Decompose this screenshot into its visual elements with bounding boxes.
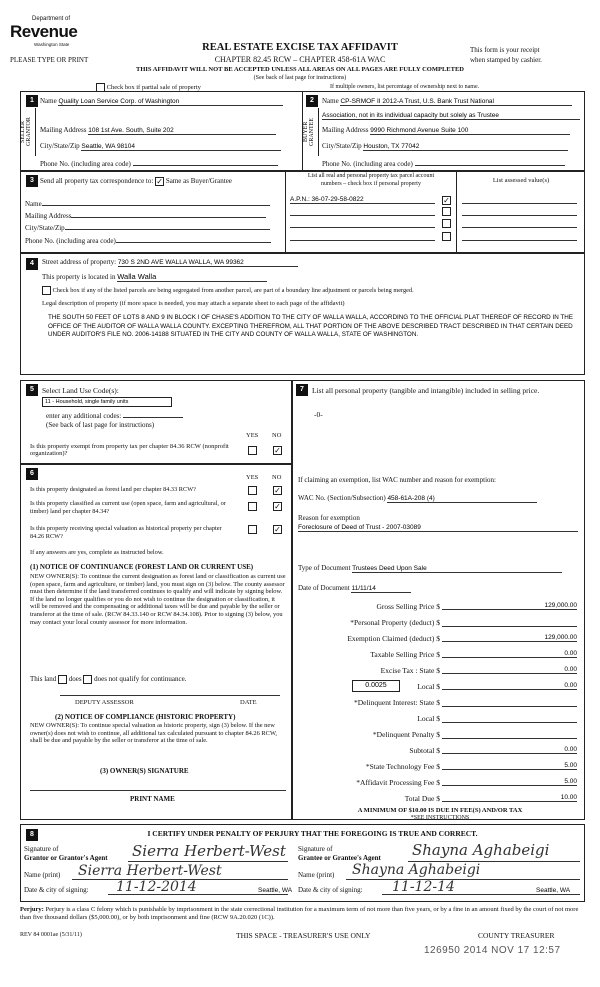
partial-sale-label: Check box if partial sale of property [106,83,201,91]
located-value[interactable]: Walla Walla [117,272,267,282]
compliance-title: (2) NOTICE OF COMPLIANCE (HISTORIC PROPERTY) [55,713,236,721]
certify-statement: I CERTIFY UNDER PENALTY OF PERJURY THAT THE FOREGOING IS TRUE AND CORRECT. [147,829,478,838]
doc-type-value[interactable]: Trustees Deed Upon Sale [352,565,562,573]
form-number: REV 84 0001ae (5/31/11) [20,932,82,938]
reason-label: Reason for exemption [298,514,360,522]
exempt-no-checkbox[interactable]: ✓ [274,446,281,455]
historic-question: Is this property receiving special valuation as historical property per chapter 84.26 RCW? [30,525,222,540]
see-back-instructions: (See back of last page for instructions) [253,75,347,81]
corr-mailing-label: Mailing Address [25,212,72,220]
treasurer-only: THIS SPACE - TREASURER'S USE ONLY [236,931,371,940]
delinquent-interest-local-value[interactable] [442,714,577,723]
buyer-side-label: BUYER GRANTEE [303,118,315,146]
section-6-number: 6 [26,468,38,480]
taxable-price-label: Taxable Selling Price $ [370,650,440,659]
parcel-header-1: List all real and personal property tax parcel account [307,173,435,179]
send-correspondence-label: Send all property tax correspondence to: [40,177,154,186]
section-3-number: 3 [26,175,38,187]
buyer-phone-label: Phone No. (including area code) [322,160,413,168]
perjury-text: Perjury is a class C felony which is punishable by imprisonment in the state correctional institution for a maximum term of not more than five years, or by a fine in an amount fixed by the court of not more than five thousand dollars ($5,000.00), or by both imprisonment and fine (RCW 9A.20.020 (1C)). [20,906,579,921]
parcel-1-checkbox[interactable]: ✓ [443,196,450,205]
personal-deduct-label: *Personal Property (deduct) $ [350,618,440,627]
receipt-note-2: when stamped by cashier. [470,56,542,64]
segregated-label: Check box if any of the listed parcels are being segregated from another parcel, are part of a boundary line adjustment or parcels being merged. [52,286,414,294]
reason-value[interactable]: Foreclosure of Deed of Trust - 2007-03089 [298,524,578,532]
historic-yes-checkbox[interactable] [248,525,257,534]
delinquent-interest-local-label: Local $ [417,714,440,723]
s5-no-header: NO [272,432,282,439]
grantee-name-line [346,879,580,880]
corr-name[interactable] [42,198,270,206]
buyer-name-label: Name [322,97,339,105]
gross-price-label: Gross Selling Price $ [376,602,440,611]
receipt-note-1: This form is your receipt [470,46,540,54]
compliance-text: NEW OWNER(S): To continue special valuation as historic property, sign (3) below. If the new owner(s) does not wish to continue, all additional tax calculated pursuant to chapter 84.26 RCW, shall be due and payable by the seller or transferor at the time of sale. [30,722,277,745]
total-due-value[interactable]: 10.00 [442,794,577,802]
section-5-number: 5 [26,384,38,396]
excise-state-label: Excise Tax : State $ [380,666,440,675]
total-due-label: Total Due $ [404,794,440,803]
seller-name-label: Name [40,97,57,105]
multiple-owners-note: If multiple owners, list percentage of ownership next to name. [330,84,480,90]
logo [10,16,82,52]
section-5-see-back: (See back of last page for instructions) [46,421,155,429]
subtotal-label: Subtotal $ [409,746,440,755]
section-7-number: 7 [296,384,308,396]
seller-mailing-label: Mailing Address [40,126,87,134]
grantor-date[interactable]: 11-12-2014 [116,879,197,895]
grantor-sig-label-2: Grantor or Grantor's Agent [24,854,108,862]
located-label: This property is located in [42,273,116,281]
forest-no-checkbox[interactable]: ✓ [274,486,281,495]
section-1-number: 1 [26,95,38,107]
logo-small-text: Department of [32,16,71,22]
perjury-label: Perjury: [20,906,44,913]
exemption-label: If claiming an exemption, list WAC number and reason for exemption: [298,476,496,484]
taxable-price-value[interactable]: 0.00 [442,650,577,658]
buyer-city[interactable]: Houston, TX 77042 [363,143,568,151]
treasurer-stamp: 126950 2014 NOV 17 12:57 [424,945,561,956]
exempt-yes-checkbox[interactable] [248,446,257,455]
additional-codes[interactable] [123,410,183,418]
form-title: REAL ESTATE EXCISE TAX AFFIDAVIT [202,42,398,53]
personal-property-value[interactable]: -0- [314,410,323,419]
corr-phone-label: Phone No. (including area code) [25,237,116,245]
same-as-buyer-checkbox[interactable]: ✓ [156,177,163,186]
legal-description-label: Legal description of property (if more space is needed, you may attach a separate sheet to each page of the affidavit) [42,300,345,307]
logo-main-text: Revenue [10,22,78,41]
buyer-mailing-label: Mailing Address [322,126,369,134]
exempt-question: Is this property exempt from property tax per chapter 84.36 RCW (nonprofit organization)? [30,443,229,457]
perjury-notice [20,906,585,922]
grantee-name-label: Name (print) [298,871,335,879]
grantor-sig-label-1: Signature of [24,845,59,853]
current-use-yes-checkbox[interactable] [248,502,257,511]
does-not-label: does not [94,675,118,684]
seller-side-label-box [20,108,36,156]
delinquent-penalty-label: *Delinquent Penalty $ [372,730,440,739]
parcel-3-checkbox[interactable] [442,219,451,228]
processing-fee-value[interactable]: 5.00 [442,778,577,786]
doc-date-value[interactable]: 11/11/14 [351,585,411,593]
s6-yes-header: YES [246,474,259,481]
grantee-sig-label-1: Signature of [298,845,333,853]
s6-no-header: NO [272,474,282,481]
exemption-claimed-label: Exemption Claimed (deduct) $ [347,634,440,643]
assessed-header: List assessed value(s) [492,177,550,184]
exemption-claimed-value[interactable]: 129,000.00 [442,634,577,642]
assessed-3[interactable] [462,220,577,228]
if-yes-note: If any answers are yes, complete as instructed below. [30,549,164,556]
form-chapter: CHAPTER 82.45 RCW – CHAPTER 458-61A WAC [214,55,386,64]
seller-name[interactable]: Quality Loan Service Corp. of Washington [58,98,283,106]
section-2-number: 2 [306,95,318,107]
local-label: Local $ [417,682,440,691]
buyer-side-label-box [303,108,319,156]
subtotal-value[interactable]: 0.00 [442,746,577,754]
seller-phone[interactable] [133,158,278,166]
processing-fee-label: *Affidavit Processing Fee $ [356,778,440,787]
same-as-buyer-label: Same as Buyer/Grantee [165,177,232,186]
local-value[interactable]: 0.00 [442,682,577,690]
seller-mailing[interactable]: 108 1st Ave. South, Suite 202 [88,127,276,135]
print-name-label: PRINT NAME [130,795,175,803]
grantee-date-label: Date & city of signing: [298,886,363,894]
type-or-print: PLEASE TYPE OR PRINT [10,56,89,64]
buyer-name[interactable]: CP-SRMOF II 2012-A Trust, U.S. Bank Trust National [340,98,572,106]
does-label: does [68,675,82,684]
doc-type-label: Type of Document [298,564,351,572]
minimum-note: A MINIMUM OF $10.00 IS DUE IN FEE(S) AND/OR TAX [357,807,523,814]
assessed-4[interactable] [462,233,577,241]
owner-signature-line[interactable] [30,790,286,791]
personal-property-label: List all personal property (tangible and intangible) included in selling price. [312,386,540,395]
land-use-code[interactable]: 11 - Household, single family units [42,397,172,407]
continuance-text: NEW OWNER(S): To continue the current designation as forest land or classification as current use (open space, farm and agriculture, or timber) land, you must sign on (3) below. The county assessor must then determine if the land transferred continues to qualify and will indicate by signing below. If the land no longer qualifies or you do not wish to continue the designation or classification, it will be removed and the compensating or additional taxes will be due and payable by the seller or transferor at the time of sale. (RCW 84.33.140 or RCW 84.34.108). Prior to signing (3) below, you may contact your local county assessor for more information. [30,573,286,626]
forest-yes-checkbox[interactable] [248,486,257,495]
seller-city[interactable]: Seattle, WA 98104 [81,143,281,151]
buyer-mailing[interactable]: 9990 Richmond Avenue Suite 100 [370,127,570,135]
delinquent-penalty-value[interactable] [442,730,577,739]
buyer-city-label: City/State/Zip [322,142,362,150]
gross-price-value[interactable]: 129,000.00 [442,602,577,610]
grantee-date[interactable]: 11-12-14 [392,879,455,895]
tech-fee-value[interactable]: 5.00 [442,762,577,770]
land-use-label: Select Land Use Code(s): [42,386,119,395]
personal-deduct-value[interactable] [442,618,577,627]
section-4-number: 4 [26,258,38,270]
parcel-4-checkbox[interactable] [442,232,451,241]
see-instructions-note: *SEE INSTRUCTIONS [410,815,470,821]
deputy-signature-line[interactable] [60,695,280,696]
deputy-assessor-label: DEPUTY ASSESSOR [75,699,134,706]
assessed-2[interactable] [462,208,577,216]
apn-value[interactable]: A.P.N.: 36-07-29-58-0822 [290,196,435,204]
corr-mailing[interactable] [71,210,266,218]
legal-description[interactable]: THE SOUTH 50 FEET OF LOTS 8 AND 9 IN BLOCK I OF CHASE'S ADDITION TO THE CITY OF WALLA WALLA, ACCORDING TO THE OFFICIAL PLAT THEREOF OF RECORD IN THE OFFICE OF THE AUDITOR OF WALLA WALLA COUNTY. EXCEPTING THEREFROM, ALL THAT PORTION OF THE ABOVE DESCRIBED TRACT DESCRIBED IN THAT CERTAIN DEED UNDER AUDITOR'S FILE NO. 2006-14188 SITUATED IN THE CITY AND COUNTY OF WALLA WALLA, STATE OF WASHINGTON. [48,314,573,338]
street-label: Street address of property: [42,258,117,266]
local-rate[interactable]: 0.0025 [352,680,400,692]
current-use-question: Is this property classified as current use (open space, farm and agricultural, or timber) land per chapter 84.34? [30,500,226,515]
grantor-signature-line[interactable] [128,861,288,862]
segregated-checkbox[interactable] [42,286,51,295]
wac-value[interactable]: 458-61A-208 (4) [387,495,537,503]
grantor-date-label: Date & city of signing: [24,886,89,894]
excise-state-value[interactable]: 0.00 [442,666,577,674]
grantor-name-print[interactable]: Sierra Herbert-West [78,863,222,879]
delinquent-interest-state-value[interactable] [442,698,577,707]
section-8-number: 8 [26,829,38,841]
grantee-name-print[interactable]: Shayna Aghabeigi [352,862,481,878]
s5-yes-header: YES [246,432,259,439]
grantor-name-label: Name (print) [24,871,61,879]
logo-sub-text: Washington State [34,42,70,47]
corr-city[interactable] [65,222,270,230]
grantee-signature[interactable]: Shayna Aghabeigi [412,841,550,859]
parcel-2-checkbox[interactable] [442,207,451,216]
parcel-3[interactable] [290,220,435,228]
county-treasurer: COUNTY TREASURER [478,931,555,940]
form-warning: THIS AFFIDAVIT WILL NOT BE ACCEPTED UNLESS ALL AREAS ON ALL PAGES ARE FULLY COMPLETED [136,66,464,73]
seller-phone-label: Phone No. (including area code) [40,160,131,168]
grantor-signature[interactable]: Sierra Herbert-West [132,842,286,860]
street-address[interactable]: 730 S 2ND AVE WALLA WALLA, WA 99362 [118,259,298,267]
this-land-label: This land [30,675,57,684]
does-checkbox[interactable] [58,675,67,684]
current-use-no-checkbox[interactable]: ✓ [274,502,281,511]
seller-city-label: City/State/Zip [40,142,80,150]
deputy-date-label: DATE [240,699,257,706]
delinquent-interest-state-label: *Delinquent Interest: State $ [353,698,440,707]
parcel-header-2: numbers – check box if personal property [321,181,421,187]
parcel-4[interactable] [290,233,435,241]
tech-fee-label: *State Technology Fee $ [365,762,440,771]
grantee-city[interactable]: Seattle, WA [536,887,571,894]
owner-signature-label: (3) OWNER(S) SIGNATURE [100,767,189,775]
grantee-sig-label-2: Grantee or Grantee's Agent [298,854,381,862]
corr-name-label: Name [25,200,42,208]
qualify-label: qualify for continuance. [119,675,187,684]
forest-question: Is this property designated as forest land per chapter 84.33 RCW? [30,486,196,493]
historic-no-checkbox[interactable]: ✓ [274,525,281,534]
does-not-checkbox[interactable] [83,675,92,684]
wac-label: WAC No. (Section/Subsection) [298,494,386,502]
continuance-title: (1) NOTICE OF CONTINUANCE (FOREST LAND OR CURRENT USE) [30,563,254,571]
corr-city-label: City/State/Zip [25,224,65,232]
parcel-2[interactable] [290,208,435,216]
doc-date-label: Date of Document [298,584,350,592]
buyer-name-continued[interactable]: Association, not in its individual capacity but solely as Trustee [322,112,580,120]
additional-codes-label: enter any additional codes: [46,412,122,420]
corr-phone[interactable] [116,235,271,243]
buyer-phone[interactable] [415,158,565,166]
assessed-1[interactable] [462,196,577,204]
grantor-city[interactable]: Seattle, WA [258,887,293,894]
seller-side-label: SELLER GRANTOR [20,117,32,147]
